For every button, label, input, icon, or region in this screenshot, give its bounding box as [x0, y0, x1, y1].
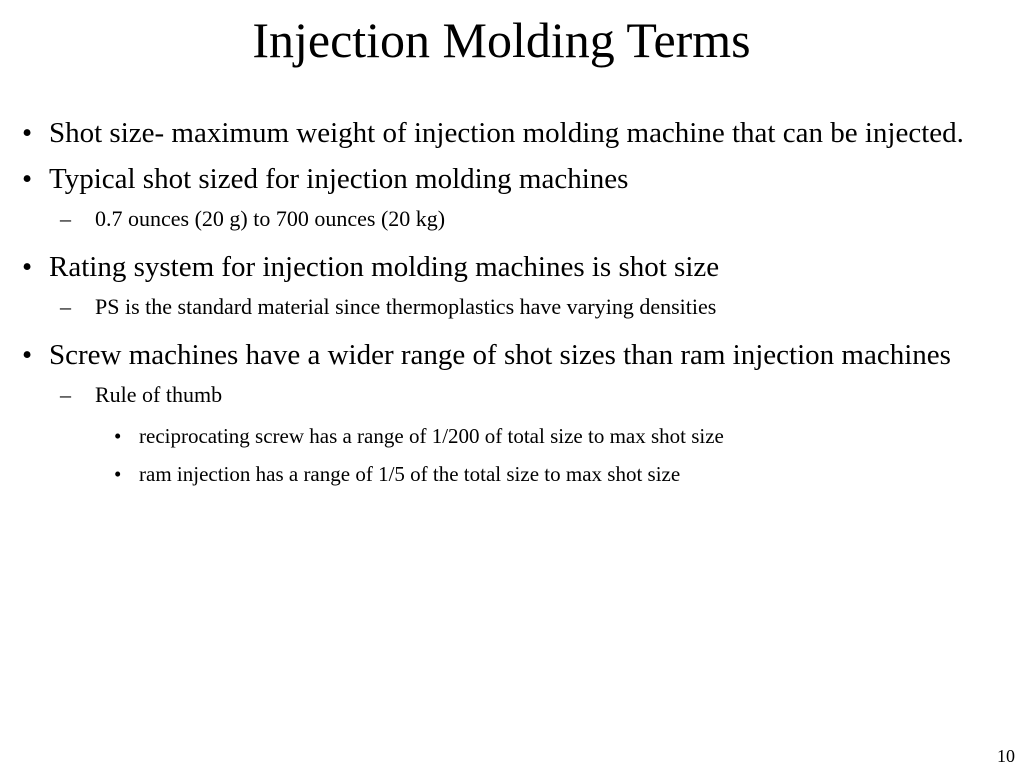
- bullet-text: Typical shot sized for injection molding machines: [49, 163, 629, 195]
- bullet-text: Shot size- maximum weight of injection molding machine that can be injected.: [49, 117, 964, 149]
- sub-bullet-shot-range: [22, 204, 982, 234]
- bullet-typical-shot-size: [22, 158, 982, 200]
- bullet-rating-system: [22, 246, 982, 288]
- sub-bullet-marker: –: [60, 206, 71, 231]
- sub-bullet-text: PS is the standard material since thermoplastics have varying densities: [95, 294, 717, 319]
- sub-sub-bullet-marker: •: [114, 462, 122, 486]
- slide-page-number: 10: [997, 746, 1015, 766]
- sub-bullet-ps-standard: [22, 292, 982, 322]
- bullet-marker: •: [22, 339, 33, 371]
- bullet-text: Screw machines have a wider range of shot sizes than ram injection machines: [49, 339, 951, 371]
- slide-title: Injection Molding Terms: [252, 12, 751, 68]
- sub-bullet-text: 0.7 ounces (20 g) to 700 ounces (20 kg): [95, 206, 446, 231]
- sub-bullet-marker: –: [60, 294, 71, 319]
- sub-sub-bullet-ram-injection: [22, 460, 982, 488]
- sub-bullet-text: Rule of thumb: [95, 382, 223, 407]
- sub-bullet-rule-of-thumb: [22, 380, 982, 410]
- sub-sub-bullet-reciprocating-screw: [22, 422, 982, 450]
- sub-sub-bullet-text: ram injection has a range of 1/5 of the total size to max shot size: [139, 462, 681, 486]
- sub-sub-bullet-text: reciprocating screw has a range of 1/200 of total size to max shot size: [139, 424, 724, 448]
- bullet-screw-machines: [22, 334, 982, 376]
- sub-sub-bullet-marker: •: [114, 424, 122, 448]
- bullet-marker: •: [22, 117, 33, 149]
- slide-body: [22, 112, 982, 498]
- sub-bullet-marker: –: [60, 382, 71, 407]
- bullet-marker: •: [22, 163, 33, 195]
- bullet-marker: •: [22, 251, 33, 283]
- bullet-text: Rating system for injection molding machines is shot size: [49, 251, 720, 283]
- bullet-shot-size: [22, 112, 982, 154]
